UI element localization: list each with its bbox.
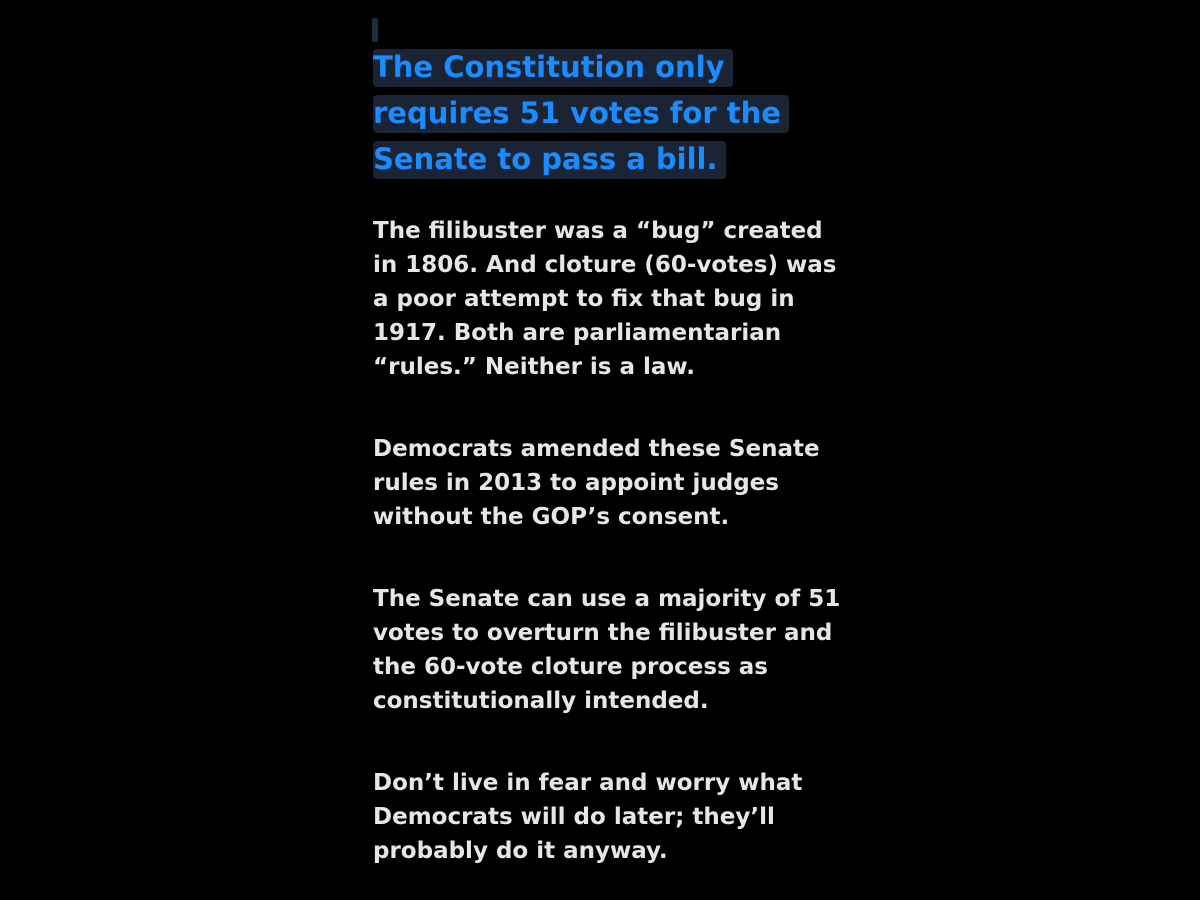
paragraph-filibuster-history: The filibuster was a “bug” created in 1806. And cloture (60-votes) was a poor attempt to fix that bug in 1917. Both are parliamentarian “rules.” Neither is a law. <box>373 218 837 380</box>
paragraph-2013-rule-change: Democrats amended these Senate rules in 2013 to appoint judges without the GOP’s consent. <box>373 436 820 530</box>
note-body[interactable] <box>373 44 843 868</box>
selected-headline[interactable] <box>373 44 843 182</box>
paragraph-majority-override: The Senate can use a majority of 51 votes to overturn the filibuster and the 60-vote cloture process as constitutionally intended. <box>373 586 841 714</box>
headline-text[interactable]: The Constitution only requires 51 votes for the Senate to pass a bill. <box>373 49 789 179</box>
paragraph-closing: Don’t live in fear and worry what Democrats will do later; they’ll probably do it anyway. <box>373 770 803 864</box>
text-cursor <box>372 18 378 42</box>
